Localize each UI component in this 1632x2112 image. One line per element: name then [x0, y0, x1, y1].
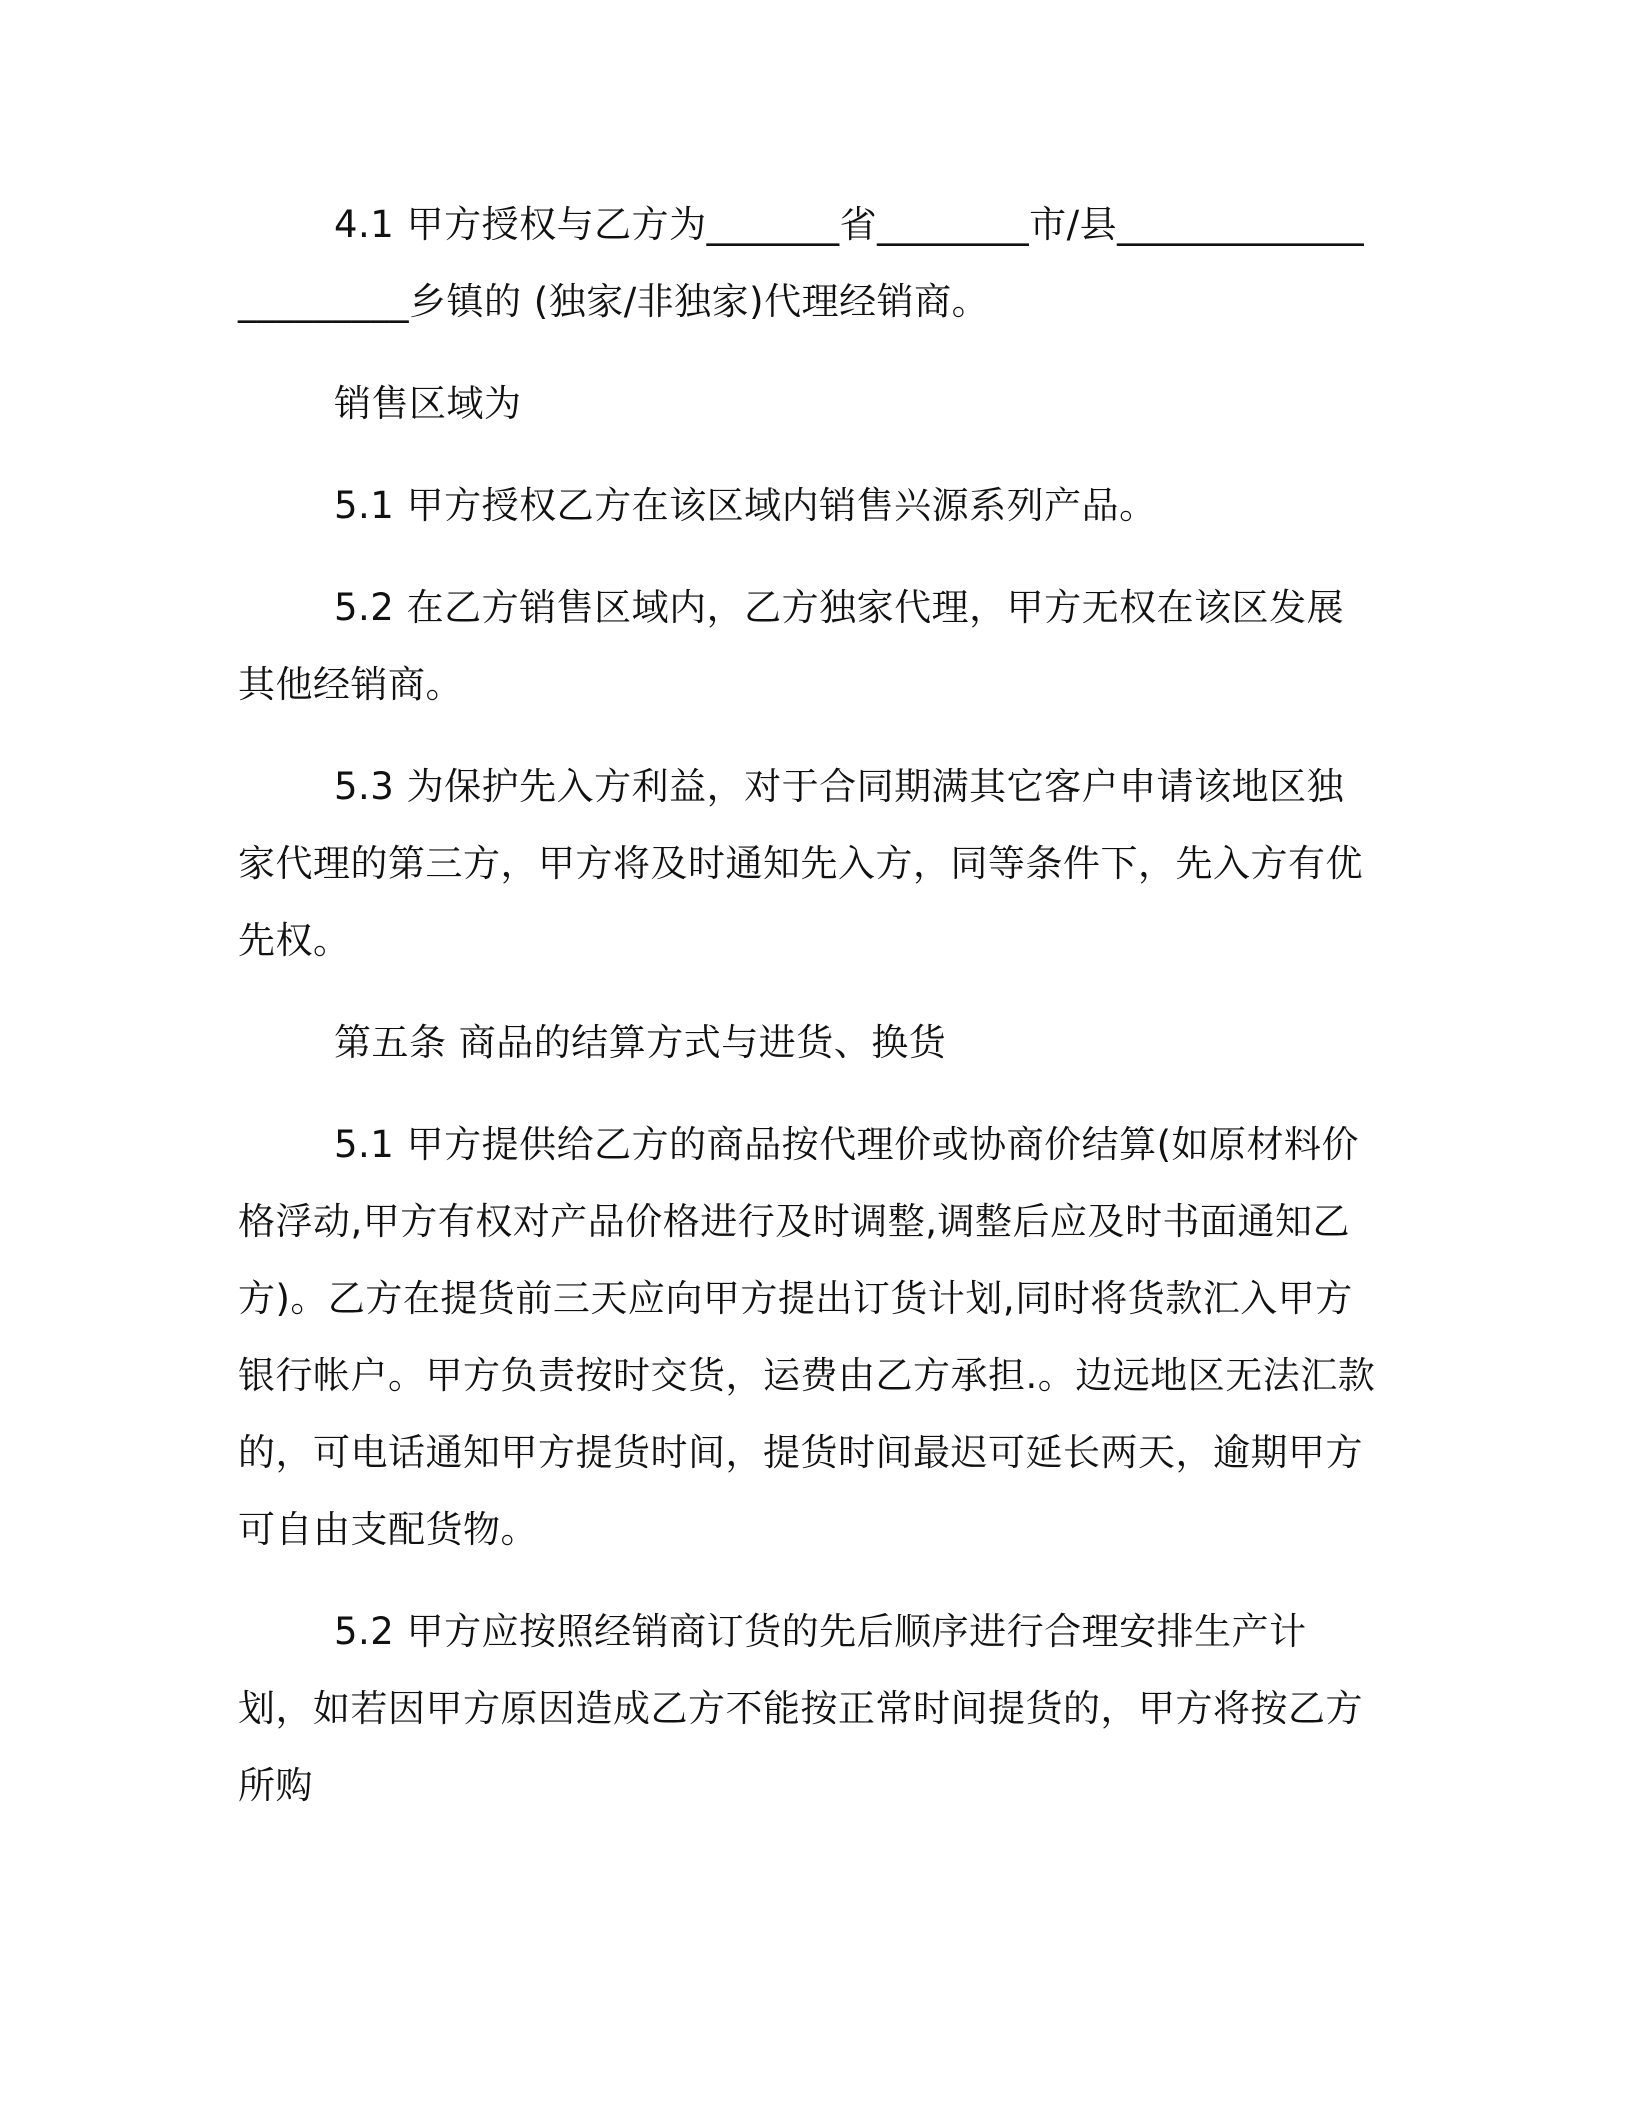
paragraph-5-2-production-plan: 5.2 甲方应按照经销商订货的先后顺序进行合理安排生产计划，如若因甲方原因造成乙方不能按正常时间提货的，甲方将按乙方所购: [238, 1610, 1363, 1807]
paragraph-5-3-priority-right: 5.3 为保护先入方利益，对于合同期满其它客户申请该地区独家代理的第三方，甲方将及时通知先入方，同等条件下，先入方有优先权。: [238, 765, 1363, 962]
paragraph-5-1-settlement: 5.1 甲方提供给乙方的商品按代理价或协商价结算(如原材料价格浮动,甲方有权对产品价格进行及时调整,调整后应及时书面通知乙方)。乙方在提货前三天应向甲方提出订货计划,同时将货款汇入甲方银行帐户。甲方负责按时交货，运费由乙方承担.。边远地区无法汇款的，可电话通知甲方提货时间，提货时间最迟可延长两天，逾期甲方可自由支配货物。: [238, 1123, 1376, 1551]
document-body: [238, 186, 1378, 1824]
paragraph-sales-area: 销售区域为: [334, 382, 522, 425]
paragraph-5-2-exclusive-agency: 5.2 在乙方销售区域内，乙方独家代理，甲方无权在该区发展其他经销商。: [238, 586, 1345, 706]
paragraph-4-1-agent-authorization: 4.1 甲方授权与乙方为_______省________市/县______________________乡镇的 (独家/非独家)代理经销商。: [238, 203, 1365, 323]
article-five-heading: 第五条 商品的结算方式与进货、换货: [334, 1021, 947, 1064]
paragraph-5-1-sales-authorization: 5.1 甲方授权乙方在该区域内销售兴源系列产品。: [334, 484, 1157, 527]
